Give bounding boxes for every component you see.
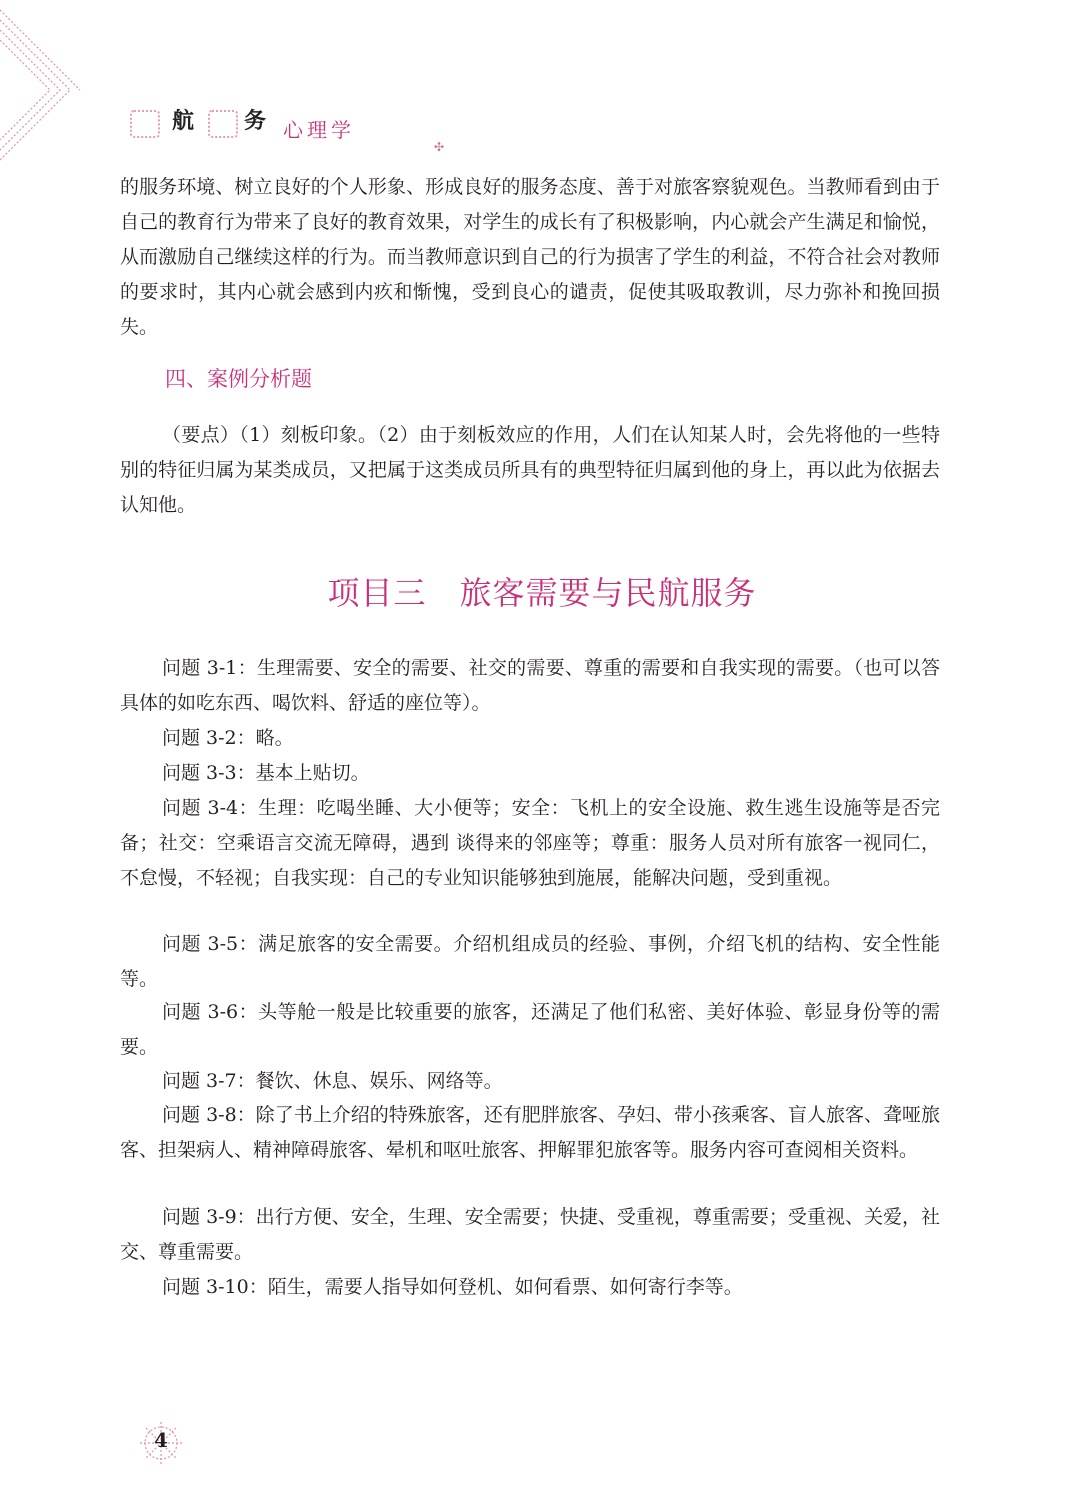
answer-3-10: 问题 3-10：陌生，需要人指导如何登机、如何看票、如何寄行李等。: [162, 1276, 743, 1298]
answer-3-2: 问题 3-2：略。: [162, 727, 294, 749]
corner-decoration: [0, 0, 90, 170]
header-char-1: 航: [172, 109, 195, 134]
section-paragraph: （要点）（1）刻板印象。（2）由于刻板效应的作用，人们在认知某人时，会先将他的一些特别的特征归属为某类成员，又把属于这类成员所具有的典型特征归属到他的身上，再以此为依据去认知他。: [120, 424, 940, 516]
running-header: [130, 104, 530, 148]
answer-3-9: 问题 3-9：出行方便、安全，生理、安全需要；快捷、受重视，尊重需要；受重视、关爱，社交、尊重需要。: [120, 1206, 940, 1263]
page-number-badge: [136, 1420, 186, 1466]
section-heading: 四、案例分析题: [165, 367, 312, 391]
header-char-2: 务: [244, 109, 267, 134]
header-frame-left: [130, 110, 160, 138]
header-subtitle: 心理学: [283, 118, 355, 142]
project-title: 项目三 旅客需要与民航服务: [327, 574, 757, 612]
answer-3-7: 问题 3-7：餐饮、休息、娱乐、网络等。: [162, 1070, 503, 1092]
answer-3-5: 问题 3-5：满足旅客的安全需要。介绍机组成员的经验、事例，介绍飞机的结构、安全性能等。: [120, 933, 940, 990]
answer-3-8: 问题 3-8：除了书上介绍的特殊旅客，还有肥胖旅客、孕妇、带小孩乘客、盲人旅客、聋哑旅客、担架病人、精神障碍旅客、晕机和呕吐旅客、押解罪犯旅客等。服务内容可查阅相关资料。: [120, 1104, 940, 1161]
intro-paragraph: 的服务环境、树立良好的个人形象、形成良好的服务态度、善于对旅客察貌观色。当教师看到由于自己的教育行为带来了良好的教育效果，对学生的成长有了积极影响，内心就会产生满足和愉悦，从而激励自己继续这样的行为。而当教师意识到自己的行为损害了学生的利益，不符合社会对教师的要求时，其内心就会感到内疚和惭愧，受到良心的谴责，促使其吸取教训，尽力弥补和挽回损失。: [120, 176, 940, 338]
answer-3-4: 问题 3-4：生理：吃喝坐睡、大小便等；安全：飞机上的安全设施、救生逃生设施等是否完备；社交：空乘语言交流无障碍，遇到 谈得来的邻座等；尊重：服务人员对所有旅客一视同仁，不怠慢，不轻视；自我实现：自己的专业知识能够独到施展，能解决问题，受到重视。: [120, 797, 940, 889]
answer-3-1: 问题 3-1：生理需要、安全的需要、社交的需要、尊重的需要和自我实现的需要。（也可以答具体的如吃东西、喝饮料、舒适的座位等）。: [120, 657, 940, 714]
page-number: 4: [154, 1428, 168, 1452]
answer-3-6: 问题 3-6：头等舱一般是比较重要的旅客，还满足了他们私密、美好体验、彰显身份等的需要。: [120, 1001, 940, 1058]
answer-3-3: 问题 3-3：基本上贴切。: [162, 762, 370, 784]
header-frame-middle: [208, 110, 238, 138]
star-ornament-icon: ✣: [434, 140, 445, 154]
